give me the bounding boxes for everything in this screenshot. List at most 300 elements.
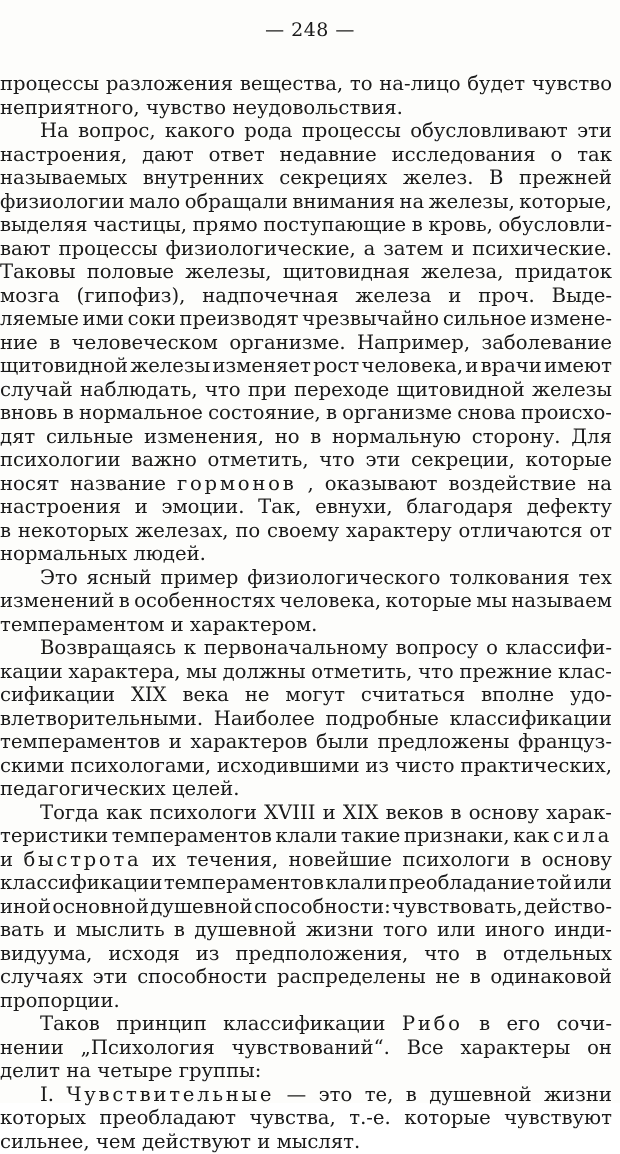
word: железы, [428,190,515,213]
word: железа, [421,260,504,283]
word: считаться [360,683,466,706]
word: Тогда [40,801,99,824]
word: которые [385,589,472,612]
word: изменений [0,589,115,612]
page-number: — 248 — [265,19,355,41]
word: сификации [0,683,116,706]
word: темпераментом [0,613,165,636]
word: секрециях [279,166,388,189]
text-line [0,260,612,284]
word: из [195,942,220,965]
word: но [274,425,300,448]
word: классификации [449,707,612,730]
word: На [40,119,69,142]
word: людей. [133,542,206,565]
spaced-word: Рибо [401,1012,463,1035]
word: исследования [391,143,536,166]
word: (гипофиз), [76,284,186,307]
word: организме [342,401,453,424]
word: „Психология [80,1036,215,1059]
word: железы [532,378,612,401]
word: психологи [149,801,257,824]
text-line [0,190,612,214]
word: рост [313,354,360,377]
word: процессы [0,72,100,95]
text-line [40,801,612,825]
word: способности [137,965,268,988]
word: желез. [402,166,474,189]
text-line [0,683,612,707]
word: того [383,918,428,941]
text-line [0,96,403,120]
word: и [257,1130,271,1153]
word: характером. [189,613,318,636]
word: настроения, [0,143,128,166]
word: соки [127,307,176,330]
word: и [451,237,465,260]
word: так [577,143,612,166]
word: предложены [377,730,510,753]
word: пропорции. [0,989,120,1012]
word: чувствуют [504,1106,612,1129]
word: педагогических [0,777,166,800]
word: это [318,1083,353,1106]
word: должны [222,660,306,683]
word: Таков [40,1012,100,1035]
word: характеров [190,730,308,753]
word: благодаря [406,495,514,518]
word: особенностях [134,589,276,612]
word: Все [406,1036,444,1059]
word: половые [86,260,175,283]
word: чисто [394,754,455,777]
text-line [0,354,612,378]
word: эти [365,448,401,471]
word: как [106,801,143,824]
word: из [365,754,390,777]
word: частицы, [93,213,188,236]
word: от [589,519,612,542]
text-line [0,1130,361,1154]
word: ясный [86,566,152,589]
word: человека, [279,589,382,612]
word: не [435,965,461,988]
word: XIX [130,683,167,706]
word: Выде- [551,284,612,307]
word: пример [160,566,239,589]
word: вопрос, [78,119,156,142]
word: классификации [223,1012,386,1035]
word: в [479,1012,491,1035]
word: называемых [0,166,128,189]
word: будет [467,72,526,95]
word: его [506,1012,541,1035]
word: дят [0,425,36,448]
word: обусловливают [410,119,568,142]
word: выделяя [0,213,88,236]
word: группы: [178,1059,262,1082]
word: железа [355,284,432,307]
word: вновь [0,401,58,424]
word: заболевание [481,331,612,354]
word: и [465,354,479,377]
word: преобладают [99,1106,236,1129]
word: происхо- [521,401,612,424]
word: называем [511,589,612,612]
word: принцип [116,1012,207,1035]
word: и [448,284,462,307]
word: мы [186,660,217,683]
word: течения, [186,848,279,871]
word: мало [129,190,181,213]
word: неудовольствия. [232,96,403,119]
word: душевной [194,918,297,941]
word: что [418,660,454,683]
word: обращали [184,190,288,213]
word: некоторых [17,519,129,542]
word: важно [131,448,197,471]
word: I. [40,1083,54,1106]
word: ляемые [0,307,79,330]
word: то [349,72,373,95]
word: состояние, [208,401,321,424]
word: преобладание [388,871,535,894]
word: веков [385,801,444,824]
word: отметить, [207,448,309,471]
word: тех [578,566,612,589]
text-line [0,213,612,237]
text-line [0,754,612,778]
text-line [40,119,612,143]
word: сторону. [471,425,561,448]
word: одинаковой [490,965,612,988]
word: и [322,801,336,824]
word: чувства, [249,1106,336,1129]
word: неприятного, [0,96,140,119]
word: характеры [460,1036,571,1059]
word: первоначальному [203,636,388,659]
word: железы, [185,260,272,283]
word: в [469,965,481,988]
word: внимания [292,190,395,213]
word: основу [468,801,539,824]
text-line [0,237,612,261]
word: при [247,378,287,401]
word: эти [577,119,612,142]
word: исходя [108,942,180,965]
text-line [0,331,612,355]
text-line [0,989,128,1013]
word: Так, [258,495,302,518]
word: действо- [523,895,612,918]
word: щитовидной [396,378,525,401]
word: предположения, [235,942,409,965]
word: практических, [460,754,612,777]
word: сочи- [556,1012,612,1035]
word: подробные [325,707,439,730]
word: человеческом [71,331,218,354]
word: основной [52,895,149,918]
word: жизни [544,1083,612,1106]
word: физиологии [0,190,125,213]
word: не [244,683,270,706]
text-line [0,589,612,613]
word: в [450,801,462,824]
word: в [173,918,185,941]
word: в [62,401,74,424]
text-line [0,1036,612,1060]
word: недавние [279,143,377,166]
text-line [0,965,612,989]
word: инди- [554,918,612,941]
word: признаки, [403,824,510,847]
word: затем [383,237,444,260]
word: и [53,918,67,941]
text-line [0,777,274,801]
word: к [183,636,197,659]
spaced-word: Чувствительные [66,1083,275,1106]
word: вещества, [239,72,344,95]
word: В [489,166,504,189]
word: видуума, [0,942,93,965]
word: той [536,871,573,894]
word: евнухи, [315,495,393,518]
word: воздействие [448,472,577,495]
word: обусловли- [498,213,612,236]
word: нении [0,1036,64,1059]
word: носят [0,472,60,495]
word: секреции, [410,448,515,471]
word: клас- [557,660,612,683]
text-line [0,519,612,543]
word: процессы [58,237,158,260]
word: о [486,636,498,659]
word: и [168,730,182,753]
text-line [0,707,612,731]
word: сильное [442,307,527,330]
word: надпочечная [202,284,339,307]
word: что [319,448,355,471]
word: прямо [192,213,258,236]
word: разложения [105,72,234,95]
word: психологами, [70,754,212,777]
word: делит [0,1059,61,1082]
word: отличаются [458,519,583,542]
word: нормальную [331,425,462,448]
word: — [286,1083,307,1106]
word: внутренних [142,166,264,189]
word: чем [95,1130,136,1153]
text-line [0,307,612,331]
word: мыслить [75,918,165,941]
word: Например, [357,331,471,354]
text-line [0,401,612,425]
word: были [316,730,369,753]
word: века [182,683,229,706]
word: XIX [342,801,379,824]
word: основу [541,848,612,871]
word: снова [457,401,516,424]
word: влетворительными. [0,707,204,730]
word: организме. [229,331,346,354]
word: т.-е. [349,1106,391,1129]
word: железы [130,354,211,377]
text-line [0,613,358,637]
word: иного [484,918,545,941]
text-line [0,284,612,308]
word: или [573,871,612,894]
word: изменения, [144,425,264,448]
word: дефекту [526,495,612,518]
word: мы [476,589,508,612]
word: на [66,1059,92,1082]
word: те, [364,1083,394,1106]
word: в [325,401,337,424]
spaced-word: сила [552,824,612,847]
text-line [0,542,243,566]
word: француз- [517,730,612,753]
word: вполне [481,683,555,706]
word: поступающие [263,213,407,236]
text-line [40,566,612,590]
word: отдельных [502,942,612,965]
word: мыслят. [276,1130,361,1153]
word: наблюдать, [80,378,198,401]
word: ответ [208,143,265,166]
word: классифи- [505,636,612,659]
word: ние [0,331,38,354]
text-line [0,871,612,895]
word: характера, [68,660,181,683]
word: сильнее, [0,1130,90,1153]
word: преизводят [179,307,299,330]
word: переходе [293,378,390,401]
word: сильные [45,425,134,448]
word: железах, [135,519,229,542]
word: психические. [472,237,612,260]
word: темпераментов [163,871,324,894]
word: харак- [546,801,612,824]
word: в [310,425,322,448]
word: новейшие [288,848,392,871]
word: Наиболее [213,707,315,730]
word: что [204,378,241,401]
word: что [424,942,460,965]
word: придаток [514,260,612,283]
word: действуют [141,1130,251,1153]
word: клали [325,871,388,894]
text-line [40,1012,612,1036]
word: он [587,1036,612,1059]
word: какого [164,119,235,142]
word: такие [340,824,401,847]
text-line [0,660,612,684]
word: вают [0,237,51,260]
spaced-word: гормонов [176,472,297,495]
text-line [0,1106,612,1130]
word: в [118,589,130,612]
word: проч. [478,284,535,307]
text-line [40,1083,612,1107]
word: которые [525,448,612,471]
word: Для [571,425,612,448]
text-line [0,72,612,96]
text-line [0,730,612,754]
word: чувствований“. [231,1036,390,1059]
word: на [587,472,612,495]
word: распределены [276,965,426,988]
word: Таковы [0,260,76,283]
word: случай [0,378,73,401]
text-line [0,425,612,449]
word: в [475,942,487,965]
word: их [151,848,177,871]
text-line [0,895,612,919]
word: случаях [0,965,83,988]
word: ими [82,307,124,330]
word: в [49,331,61,354]
word: чувствовать, [392,895,523,918]
word: кровь, [428,213,493,236]
word: врачи [480,354,542,377]
word: эти [92,965,128,988]
word: душевной [429,1083,532,1106]
word: изменяет [212,354,311,377]
text-line [0,378,612,402]
word: щитовидная [282,260,410,283]
word: иной [0,895,51,918]
word: оказывают [324,472,438,495]
word: психологи [402,848,510,871]
word: теристики [0,824,109,847]
word: настроения [0,495,121,518]
word: которые, [519,190,612,213]
word: вопросу [395,636,479,659]
text-line [0,942,612,966]
word: и [0,848,14,871]
word: рода [244,119,293,142]
word: Это [40,566,78,589]
word: дают [142,143,194,166]
word: могут [285,683,346,706]
word: в [405,1083,417,1106]
word: или [436,918,476,941]
word: которые [404,1106,491,1129]
word: удо- [569,683,612,706]
word: а [363,237,376,260]
text-line [0,472,612,496]
text-line [0,848,612,872]
word: в [0,519,12,542]
word: имеют [544,354,612,377]
text-line [0,495,612,519]
word: , [307,472,314,495]
word: процессы [301,119,401,142]
word: своему [266,519,340,542]
word: по [235,519,261,542]
word: XVIII [264,801,316,824]
word: характеру [345,519,452,542]
text-line [0,143,612,167]
word: классификации [0,871,163,894]
word: скими [0,754,65,777]
word: целей. [171,777,240,800]
word: щитовидной [0,354,128,377]
word: Возвращаясь [40,636,177,659]
word: клали [275,824,338,847]
spaced-word: быстрота [23,848,142,871]
word: темпераментов [0,730,161,753]
